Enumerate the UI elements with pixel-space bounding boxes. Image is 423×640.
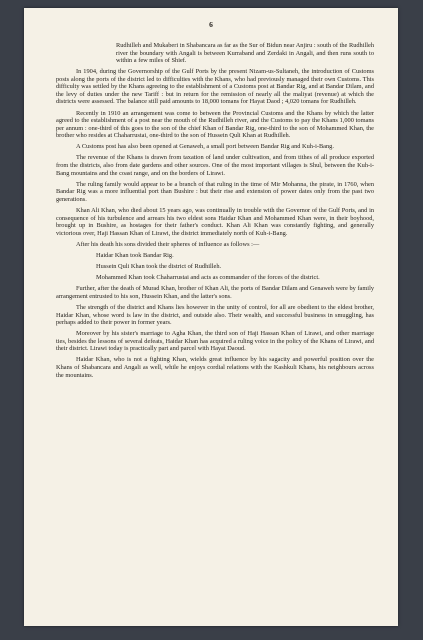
paragraph-haidar-influence: Haidar Khan, who is not a fighting Khan, wields great influence by his sagacity and powerful position over the Khans of Shabancara and Angali as well, while he enjoys cordial relations with the Kashkuli Khans, his neighbours across the mountains. — [56, 356, 374, 379]
paragraph-boundaries: Rudhilleh and Mukaberi in Shabancara as far as the Sur of Bidun near Anjiru : south of the Rudhilleh river the boundary with Angali is between Kurraband and Zerdaki in Angali, and then runs south to within a few miles of Shief. — [116, 42, 374, 65]
list-item-hussein-quli-khan: Hussein Quli Khan took the district of Rudhilleh. — [96, 263, 222, 271]
paragraph-customs-1904: In 1904, during the Governorship of the Gulf Ports by the present Nizam-us-Sultaneh, the introduction of Customs posts along the ports of the district led to difficulties with the Khans, who had previously managed their own Customs. This difficulty was settled by the Khans agreeing to the establishment of a Customs post at Bandar Rig, and at Bandar Dilam, and the levy of duties under the new Tariff : but in return for the remission of nearly all the maliyat (revenue) at which the districts were assessed. The balance still paid amounts to 18,000 tomans for Hayat Daod ; 4,020 tomans for Rudhilleh. — [56, 68, 374, 106]
page-body — [56, 42, 374, 383]
list-item-haidar-khan: Haidar Khan took Bandar Rig. — [96, 251, 174, 259]
list-item-mohammed-khan: Mohammed Khan took Chaharrustai and acts as commander of the forces of the district. — [96, 274, 320, 282]
paragraph-genaweh-post: A Customs post has also been opened at Genaweh, a small port between Bandar Rig and Kuh-i-Bang. — [76, 143, 334, 151]
page-number: 6 — [209, 20, 213, 29]
document-page — [24, 8, 398, 626]
paragraph-strength: The strength of the district and Khans lies however in the unity of control, for all are obedient to the eldest brother, Haidar Khan, whose word is law in the district, and outside also. Their wealth, and successful business in smuggling, has perhaps added to their power in former years. — [56, 303, 374, 327]
paragraph-customs-1910: Recently in 1910 an arrangement was come to between the Provincial Customs and the Khans by which the latter agreed to the establishment of a post near the mouth of the Rudhilleh river, and the Customs to pay the Khans 1,000 tomans per annum : one-third of this goes to the son of the chief Khan of Bandar Rig, one-third to the son of Mohammed Khan, the brother who resides at Chaharrustai, one-third to the son of Hussein Quli Khan at Rudhilleh. — [56, 109, 374, 140]
paragraph-ruling-family: The ruling family would appear to be a branch of that ruling in the time of Mir Mohanna, the pirate, in 1760, when Bandar Rig was a more influential port than Bushire : but their rise and extension of power dates only from the past two generations. — [56, 180, 374, 203]
paragraph-khan-ali-khan: Khan Ali Khan, who died about 15 years ago, was continually in trouble with the Governor of the Gulf Ports, and in consequence of his turbulence and arrears his two eldest sons Haidar Khan and Mohammed Khan were, in their boyhood, brought up in Bushire, as hostages for their father's conduct. Khan Ali Khan was constantly fighting, and generally victorious over, Haji Hassan Khan of Lirawi, the district immediately north of Kuh-i-Bang. — [56, 206, 374, 237]
paragraph-marriage: Moreover by his sister's marriage to Agha Khan, the third son of Haji Hassan Khan of Lirawi, and other marriage ties, besides the lessons of several defeats, Haidar Khan has acquired a ruling voice in the policy of the Khans of Lirawi, and their district. Lirawi today is practically part and parcel with Hayat Daoud. — [56, 330, 374, 353]
paragraph-murad-khan: Further, after the death of Murad Khan, brother of Khan Ali, the ports of Bandar Dilam and Genaweh were by family arrangement entrusted to his son, Hussein Khan, and the latter's sons. — [56, 285, 374, 300]
paragraph-revenue: The revenue of the Khans is drawn from taxation of land under cultivation, and from tithes of all produce exported from the districts, also from date gardens and other sources. One of the most important villages is Shul, between the Kuh-i-Bang mountains and the coast range, and on the borders of Lirawi. — [56, 154, 374, 177]
paragraph-spheres-intro: After his death his sons divided their spheres of influence as follows :— — [76, 240, 260, 248]
